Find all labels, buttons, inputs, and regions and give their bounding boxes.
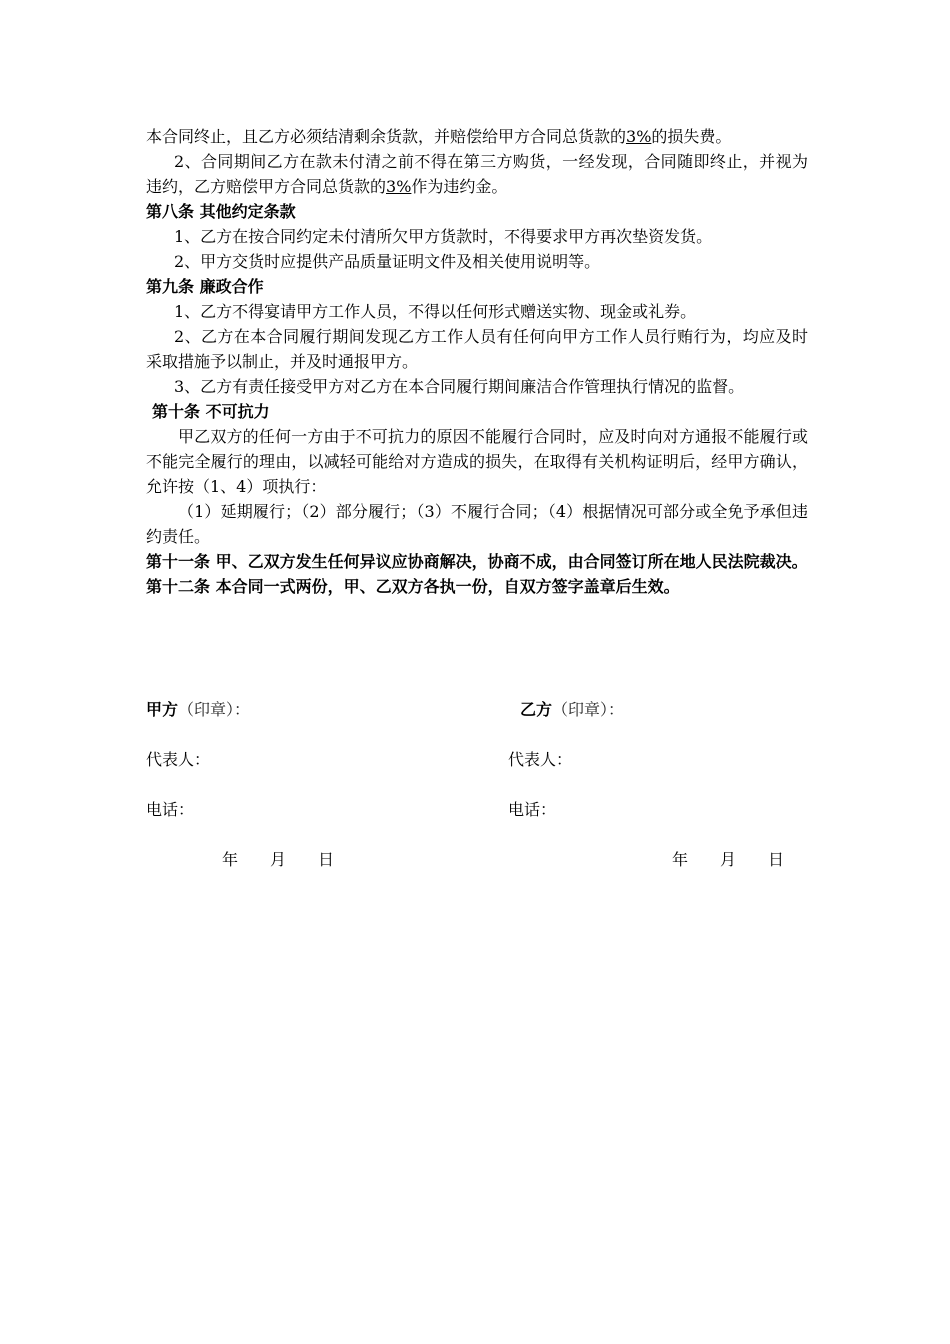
party-b-label: 乙方 <box>520 700 553 719</box>
article10-heading: 第十条 不可抗力 <box>152 402 270 421</box>
article7-p1-text: 本合同终止，且乙方必须结清剩余货款，并赔偿给甲方合同总货款的 <box>146 127 627 146</box>
penalty-percent: 3% <box>626 127 652 146</box>
article7-p2-text: 2、合同期间乙方在款未付清之前不得在第三方购货，一经发现，合同随即终止，并视为违约，乙方赔偿甲方合同总货款的 <box>146 152 808 196</box>
article9-item: 3、乙方有责任接受甲方对乙方在本合同履行期间廉洁合作管理执行情况的监督。 <box>174 377 745 396</box>
article7-paragraph-2 <box>146 149 808 199</box>
party-a-representative-label: 代表人： <box>146 750 211 769</box>
article7-paragraph-1 <box>146 124 808 149</box>
article8-item: 2、甲方交货时应提供产品质量证明文件及相关使用说明等。 <box>174 252 601 271</box>
party-b-phone-label: 电话： <box>508 800 557 819</box>
date-month-label: 月 <box>270 850 287 869</box>
party-a-label: 甲方 <box>146 700 179 719</box>
penalty-percent: 3% <box>386 177 412 196</box>
article10-options: （1）延期履行；（2）部分履行；（3）不履行合同；（4）根据情况可部分或全免予承但违约责任。 <box>146 502 808 546</box>
article7-p2-text-end: 作为违约金。 <box>411 177 508 196</box>
party-b-representative-label: 代表人： <box>508 750 573 769</box>
article9-item: 1、乙方不得宴请甲方工作人员，不得以任何形式赠送实物、现金或礼券。 <box>174 302 697 321</box>
article12-text: 第十二条 本合同一式两份，甲、乙双方各执一份，自双方签字盖章后生效。 <box>146 577 680 596</box>
date-year-label: 年 <box>672 850 689 869</box>
party-a-seal-label: （印章）： <box>178 700 251 719</box>
date-day-label: 日 <box>768 850 785 869</box>
date-day-label: 日 <box>318 850 335 869</box>
article8-item: 1、乙方在按合同约定未付清所欠甲方货款时，不得要求甲方再次垫资发货。 <box>174 227 713 246</box>
article8-heading: 第八条 其他约定条款 <box>146 202 296 221</box>
party-b-seal-line <box>520 698 624 722</box>
party-a-date <box>222 848 366 872</box>
date-year-label: 年 <box>222 850 239 869</box>
article10-paragraph: 甲乙双方的任何一方由于不可抗力的原因不能履行合同时，应及时向对方通报不能履行或不能完全履行的理由，以减轻可能给对方造成的损失，在取得有关机构证明后，经甲方确认，允许按（1、4）项执行： <box>146 427 808 496</box>
article11-text: 第十一条 甲、乙双方发生任何异议应协商解决，协商不成，由合同签订所在地人民法院裁决。 <box>146 552 808 571</box>
party-b-date <box>672 848 816 872</box>
contract-body <box>146 124 808 599</box>
article9-heading: 第九条 廉政合作 <box>146 277 264 296</box>
date-month-label: 月 <box>720 850 737 869</box>
party-b-seal-label: （印章）： <box>552 700 625 719</box>
party-a-phone-label: 电话： <box>146 800 195 819</box>
party-a-seal-line <box>146 698 250 722</box>
article9-item: 2、乙方在本合同履行期间发现乙方工作人员有任何向甲方工作人员行贿行为，均应及时采取措施予以制止，并及时通报甲方。 <box>146 327 808 371</box>
article7-p1-text-end: 的损失费。 <box>651 127 732 146</box>
